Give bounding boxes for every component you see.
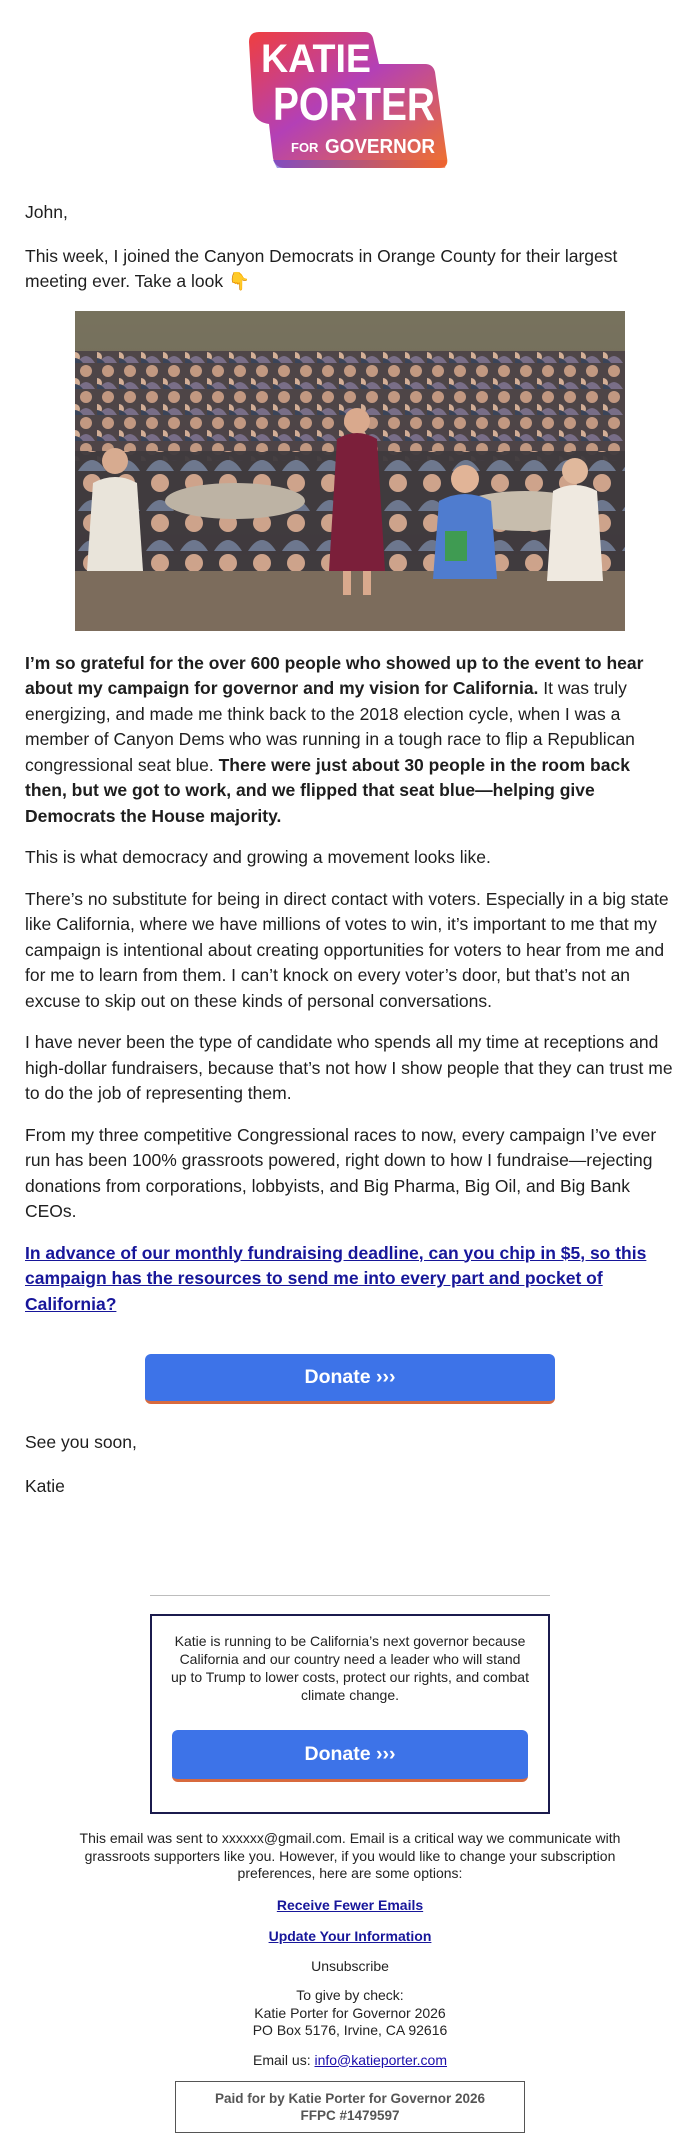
event-crowd-photo (75, 311, 625, 631)
paid-for-disclaimer (175, 2081, 525, 2133)
grateful-bold-close: There were just about 30 people in the room back then, but we got to work, and we flipped that seat blue—helping give Democrats the House majority. (25, 754, 630, 826)
logo-line-2: PORTER (273, 78, 435, 130)
check-address: PO Box 5176, Irvine, CA 92616 (252, 2022, 448, 2038)
email-us-link[interactable]: info@katieporter.com (314, 2051, 447, 2068)
greeting: John, (25, 202, 68, 222)
footer-divider (150, 1595, 550, 1596)
check-info (0, 1987, 700, 2040)
email-body (0, 200, 700, 1499)
footer-blurb: Katie is running to be California’s next governor because California and our country need a leader who will stand up to Trump to lower costs, protect our rights, and combat climate change. (171, 1633, 529, 1703)
ffpc-number: FFPC #1479597 (300, 2108, 400, 2123)
grateful-body: It was truly energizing, and made me think back to the 2018 election cycle, when I was a member of Canyon Dems who was running in a tough race to flip a Republican congressional seat blue. (25, 678, 635, 775)
paid-for-line: Paid for by Katie Porter for Governor 2026 (214, 2091, 486, 2106)
signoff: See you soon, (25, 1432, 137, 1452)
photo-container (25, 311, 675, 631)
logo-line-3-main: GOVERNOR (325, 136, 436, 158)
donate-button[interactable]: Donate ››› (145, 1354, 555, 1404)
donation-ask-link[interactable]: In advance of our monthly fundraising deadline, can you chip in $5, so this campaign has the resources to send me into every part and pocket of California? (25, 1242, 647, 1314)
voter-contact-paragraph: There’s no substitute for being in direct contact with voters. Especially in a big state like California, where we have millions of votes to win, it’s important to me that my campaign is intentional about creating opportunities for voters to hear from me and for me to learn from them. I can’t knock on every voter’s door, but that’s not an excuse to skip out on these kinds of personal conversations. (25, 888, 669, 1011)
update-information-link[interactable]: Update Your Information (268, 1928, 432, 1944)
email-us (0, 2052, 700, 2070)
footer-donate-box (150, 1614, 550, 1814)
sent-notice: This email was sent to xxxxxx@gmail.com. Email is a critical way we communicate with grassroots supporters like you. However, if you would like to change your subscription preferences, here are some options: (79, 1830, 621, 1881)
grateful-paragraph (25, 651, 675, 830)
grassroots-paragraph: From my three competitive Congressional races to now, every campaign I’ve ever run has been 100% grassroots powered, right down to how I fundraise—rejecting donations from corporations, lobbyists, and Big Pharma, Big Oil, and Big Bank CEOs. (25, 1124, 657, 1221)
donation-ask-paragraph (25, 1241, 675, 1318)
logo-container (0, 0, 700, 172)
logo-line-1: KATIE (261, 37, 371, 81)
receive-fewer-emails-link[interactable]: Receive Fewer Emails (276, 1896, 424, 1913)
democracy-paragraph: This is what democracy and growing a movement looks like. (25, 847, 491, 867)
logo-line-3-prefix: FOR (291, 140, 319, 155)
receptions-paragraph: I have never been the type of candidate who spends all my time at receptions and high-dollar fundraisers, because that’s not how I show people that they can trust me to do the job of representing them. (25, 1032, 673, 1103)
intro-paragraph: This week, I joined the Canyon Democrats in Orange County for their largest meeting ever. Take a look 👇 (25, 245, 618, 291)
unsubscribe-link[interactable]: Unsubscribe (311, 1957, 389, 1974)
campaign-logo (247, 28, 453, 172)
signature: Katie (25, 1475, 65, 1496)
email-us-prefix: Email us: (253, 2051, 315, 2068)
footer-donate-button[interactable]: Donate ››› (172, 1730, 528, 1782)
check-heading: To give by check: (296, 1987, 404, 2003)
grateful-bold-lead: I’m so grateful for the over 600 people who showed up to the event to hear about my campaign for governor and my vision for California. (25, 652, 644, 698)
check-payee: Katie Porter for Governor 2026 (254, 2004, 446, 2021)
donate-row (25, 1354, 675, 1404)
